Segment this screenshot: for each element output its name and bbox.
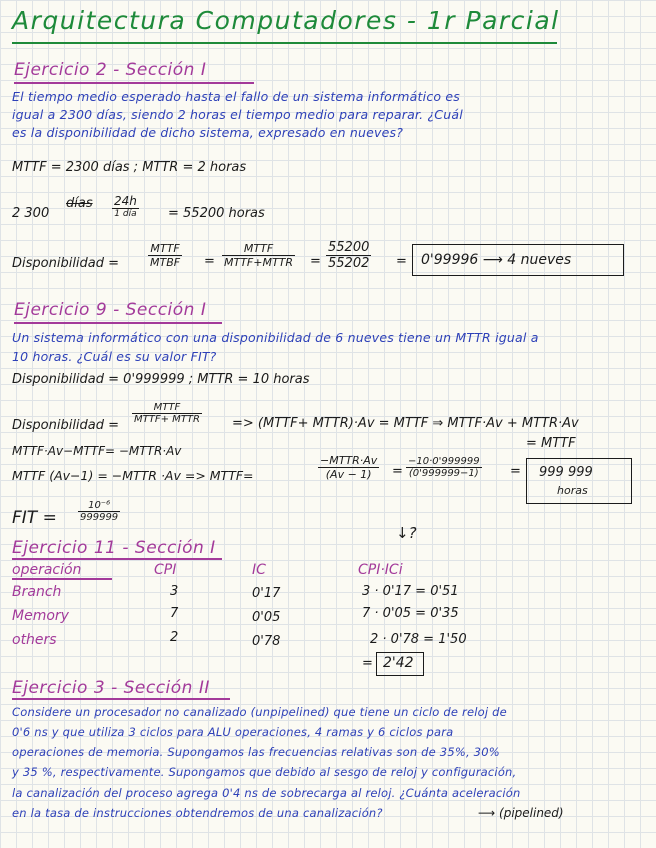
ex9-statement-2: 10 horas. ¿Cuál es su valor FIT? [12,349,217,364]
ex9-line3-lhs: MTTF (Av−1) = −MTTR ·Av => MTTF= [12,468,254,483]
ex9-statement-1: Un sistema informático con una disponibilidad de 6 nueves tiene un MTTR igual a [12,330,539,345]
ex9-fit-den: 999999 [80,512,119,523]
ex2-eq-1: = [204,254,215,269]
ex2-statement-1: El tiempo medio esperado hasta el fallo de un sistema informático es [12,89,461,104]
ex11-row-cpi: 7 [170,606,179,621]
ex9-result-1: 999 999 [539,465,593,480]
ex2-frac-1 [148,242,182,269]
ex9-result-box [526,458,632,504]
ex3-heading: Ejercicio 3 - Sección II [12,678,210,698]
ex3-statement-2: 0'6 ns y que utiliza 3 ciclos para ALU operaciones, 4 ramas y 6 ciclos para [12,725,454,739]
ex9-line1-rhs: => (MTTF+ MTTR)·Av = MTTF ⇒ MTTF·Av + MTTR·Av [232,416,579,431]
ex2-frac-2-num: MTTF [222,242,295,256]
ex9-heading: Ejercicio 9 - Sección I [14,300,207,320]
ex2-conv-den: 1 día [114,209,137,219]
ex11-row-calc: 3 · 0'17 = 0'51 [362,584,459,599]
title-underline [12,42,557,44]
ex3-statement-6: en la tasa de instrucciones obtendremos de una canalización? [12,806,383,820]
ex9-question-mark: ↓? [396,524,417,542]
ex9-frac-3-num: −10·0'999999 [408,456,480,467]
ex2-conv-cancel: días [66,196,93,211]
ex11-row-op: Memory [12,608,69,624]
ex11-row-op: Branch [12,584,62,600]
ex9-line1-tail: = MTTF [526,436,576,451]
ex11-col-cpi: CPI [154,562,177,578]
ex9-eq-2: = [510,464,521,479]
ex11-row-op: others [12,632,57,648]
ex9-fit-num: 10⁻⁶ [78,500,120,512]
page-title: Arquitectura Computadores - 1r Parcial [12,6,560,35]
ex11-col-underline [12,578,112,580]
ex9-line2: MTTF·Av−MTTF= −MTTR·Av [12,444,182,458]
ex2-conv-fraction [112,194,139,219]
ex3-tail: ⟶ (pipelined) [478,806,564,820]
ex2-statement-3: es la disponibilidad de dicho sistema, expresado en nueves? [12,125,404,140]
ex9-heading-underline [14,322,222,324]
ex9-frac-3-den: (0'999999−1) [408,468,479,479]
ex9-fit-label: FIT = [12,508,57,528]
ex3-statement-1: Considere un procesador no canalizado (unpipelined) que tiene un ciclo de reloj de [12,705,507,719]
ex2-conv-lhs: 2 300 [12,206,50,221]
ex11-total: 2'42 [383,655,414,671]
ex11-total-eq: = [362,656,373,671]
ex3-heading-underline [12,698,230,700]
ex9-fit-fraction [78,500,120,523]
ex11-row-cpi: 3 [170,584,179,599]
ex11-col-calc: CPI·ICi [358,562,403,578]
ex11-heading-underline [12,558,222,560]
ex9-frac-3 [406,456,482,479]
ex2-result: 0'99996 ⟶ 4 nueves [421,252,572,268]
ex2-result-box [412,244,624,276]
ex2-frac-1-num: MTTF [148,242,182,256]
ex11-heading: Ejercicio 11 - Sección I [12,538,216,558]
ex9-givens: Disponibilidad = 0'999999 ; MTTR = 10 horas [12,372,310,387]
ex11-total-box [376,652,424,676]
ex11-col-ic: IC [252,562,266,578]
ex9-frac-1 [132,402,202,425]
ex2-statement-2: igual a 2300 días, siendo 2 horas el tiempo medio para reparar. ¿Cuál [12,107,463,122]
ex2-conv-rhs: = 55200 horas [168,206,265,221]
ex11-row-calc: 7 · 0'05 = 0'35 [362,606,459,621]
ex2-frac-3-num: 55200 [328,240,370,255]
ex11-row-ic: 0'17 [252,586,281,601]
ex2-eq-3: = [396,254,407,269]
ex3-statement-3: operaciones de memoria. Supongamos las frecuencias relativas son de 35%, 30% [12,745,500,759]
ex2-frac-2 [222,242,295,269]
ex11-row-cpi: 2 [170,630,179,645]
ex2-frac-3 [326,240,371,271]
ex2-givens: MTTF = 2300 días ; MTTR = 2 horas [12,160,247,175]
ex2-heading: Ejercicio 2 - Sección I [14,60,207,80]
ex2-disp-label: Disponibilidad = [12,256,120,271]
ex3-statement-5: la canalización del proceso agrega 0'4 ns de sobrecarga al reloj. ¿Cuánta aceleración [12,786,521,800]
ex9-disp-label: Disponibilidad = [12,418,120,433]
ex11-col-op: operación [12,562,82,578]
ex9-frac-2-num: −MTTR·Av [320,454,378,467]
ex2-frac-3-den: 55202 [328,256,370,271]
ex2-heading-underline [14,82,254,84]
ex9-result-2: horas [557,484,588,497]
ex9-frac-2-den: (Av − 1) [325,468,372,481]
ex9-frac-1-num: MTTF [132,402,202,414]
ex2-frac-2-den: MTTF+MTTR [224,256,294,269]
ex3-statement-4: y 35 %, respectivamente. Supongamos que debido al sesgo de reloj y configuración, [12,765,517,779]
ex2-eq-2: = [310,254,321,269]
ex2-conv-num: 24h [114,194,137,208]
ex11-row-ic: 0'78 [252,634,281,649]
ex9-frac-2 [318,454,379,481]
ex9-eq-1: = [392,464,403,479]
ex2-frac-1-den: MTBF [150,256,181,269]
ex11-row-calc: 2 · 0'78 = 1'50 [370,632,467,647]
ex11-row-ic: 0'05 [252,610,281,625]
ex9-frac-1-den: MTTF+ MTTR [134,414,200,425]
